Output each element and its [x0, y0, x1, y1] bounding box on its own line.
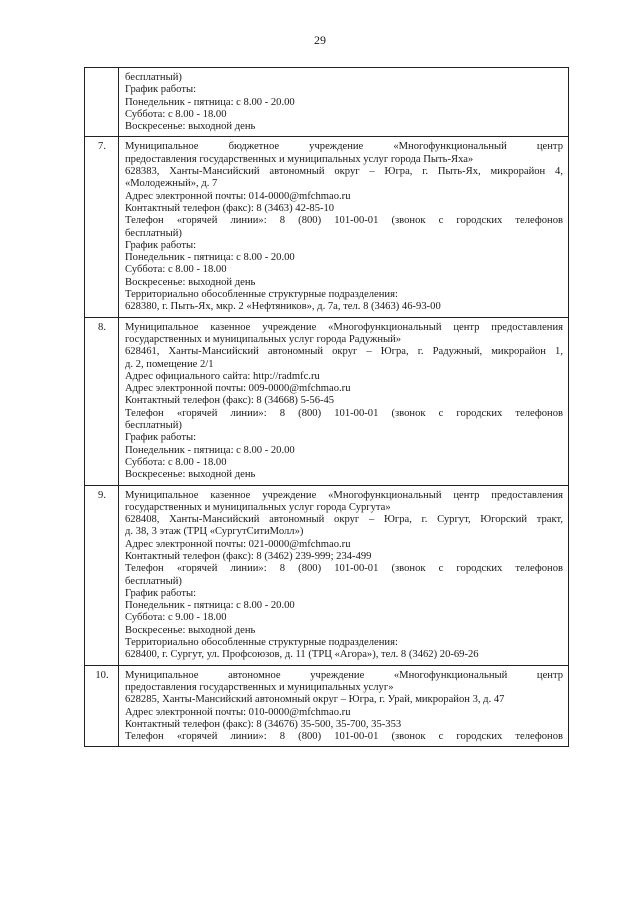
mfc-registry-table [84, 67, 569, 747]
text-line: бесплатный) [125, 575, 182, 587]
text-line: Понедельник - пятница: с 8.00 - 20.00 [125, 444, 295, 456]
row-number: 9. [85, 485, 119, 665]
text-line: Адрес электронной почты: 021-0000@mfchmao.ru [125, 538, 351, 550]
text-line: Понедельник - пятница: с 8.00 - 20.00 [125, 600, 295, 612]
text-line: График работы: [125, 239, 197, 251]
text-line: государственных и муниципальных услуг города Сургута» [125, 501, 391, 513]
text-line: График работы: [125, 84, 197, 96]
text-line: Понедельник - пятница: с 8.00 - 20.00 [125, 96, 295, 108]
text-line: предоставления государственных и муниципальных услуг города Пыть-Яха» [125, 153, 474, 165]
row-number: 10. [85, 665, 119, 747]
text-line: Телефон «горячей линии»: 8 (800) 101-00-01 (звонок с городских телефонов [125, 407, 563, 419]
text-line: Контактный телефон (факс): 8 (34676) 35-500, 35-700, 35-353 [125, 718, 402, 730]
row-content [119, 485, 569, 665]
table-row [85, 317, 569, 485]
text-line: 628383, Ханты-Мансийский автономный округ – Югра, г. Пыть-Ях, микрорайон 4, [125, 166, 563, 178]
text-line: Адрес электронной почты: 010-0000@mfchmao.ru [125, 706, 351, 718]
text-line: Адрес электронной почты: 009-0000@mfchmao.ru [125, 383, 351, 395]
text-line: бесплатный) [125, 227, 182, 239]
text-line: государственных и муниципальных услуг города Радужный» [125, 333, 402, 345]
text-line: д. 2, помещение 2/1 [125, 358, 214, 370]
text-line: Муниципальное казенное учреждение «Многофункциональный центр предоставления [125, 489, 563, 501]
text-line: Воскресенье: выходной день [125, 624, 256, 636]
text-line: «Молодежный», д. 7 [125, 178, 218, 190]
row-number: 8. [85, 317, 119, 485]
row-number [85, 68, 119, 137]
text-line: Муниципальное бюджетное учреждение «Многофункциональный центр [125, 141, 563, 153]
text-line: Контактный телефон (факс): 8 (3462) 239-999; 234-499 [125, 550, 372, 562]
text-line: Телефон «горячей линии»: 8 (800) 101-00-01 (звонок с городских телефонов [125, 731, 563, 743]
text-line: Контактный телефон (факс): 8 (34668) 5-56-45 [125, 395, 335, 407]
text-line: 628408, Ханты-Мансийский автономный округ – Югра, г. Сургут, Югорский тракт, [125, 514, 563, 526]
text-line: Муниципальное казенное учреждение «Многофункциональный центр предоставления [125, 321, 563, 333]
page-number: 29 [314, 33, 326, 47]
text-line: Территориально обособленные структурные подразделения: [125, 289, 398, 301]
text-line: Контактный телефон (факс): 8 (3463) 42-85-10 [125, 202, 335, 214]
row-content [119, 137, 569, 317]
row-content [119, 68, 569, 137]
table-row [85, 68, 569, 137]
table-row [85, 137, 569, 317]
text-line: Понедельник - пятница: с 8.00 - 20.00 [125, 252, 295, 264]
text-line: Воскресенье: выходной день [125, 469, 256, 481]
text-line: Телефон «горячей линии»: 8 (800) 101-00-01 (звонок с городских телефонов [125, 563, 563, 575]
text-line: Воскресенье: выходной день [125, 276, 256, 288]
text-line: 628461, Ханты-Мансийский автономный округ – Югра, г. Радужный, микрорайон 1, [125, 346, 563, 358]
text-line: Муниципальное автономное учреждение «Многофункциональный центр [125, 669, 563, 681]
text-line: График работы: [125, 432, 197, 444]
text-line: 628400, г. Сургут, ул. Профсоюзов, д. 11 (ТРЦ «Агора»), тел. 8 (3462) 20-69-26 [125, 649, 479, 661]
text-line: Телефон «горячей линии»: 8 (800) 101-00-01 (звонок с городских телефонов [125, 215, 563, 227]
text-line: Адрес электронной почты: 014-0000@mfchmao.ru [125, 190, 351, 202]
text-line: д. 38, 3 этаж (ТРЦ «СургутСитиМолл») [125, 526, 304, 538]
row-number: 7. [85, 137, 119, 317]
text-line: 628285, Ханты-Мансийский автономный округ – Югра, г. Урай, микрорайон 3, д. 47 [125, 694, 505, 706]
text-line: Воскресенье: выходной день [125, 121, 256, 133]
text-line: Суббота: с 8.00 - 18.00 [125, 456, 227, 468]
table-row [85, 485, 569, 665]
text-line: Суббота: с 8.00 - 18.00 [125, 264, 227, 276]
text-line: бесплатный) [125, 420, 182, 432]
text-line: бесплатный) [125, 72, 182, 83]
text-line: Суббота: с 9.00 - 18.00 [125, 612, 227, 624]
text-line: предоставления государственных и муниципальных услуг» [125, 681, 394, 693]
text-line: 628380, г. Пыть-Ях, мкр. 2 «Нефтяников», д. 7а, тел. 8 (3463) 46-93-00 [125, 301, 441, 313]
text-line: Адрес официального сайта: http://radmfc.ru [125, 370, 320, 382]
row-content [119, 665, 569, 747]
text-line: Суббота: с 8.00 - 18.00 [125, 108, 227, 120]
text-line: График работы: [125, 587, 197, 599]
text-line: Территориально обособленные структурные подразделения: [125, 637, 398, 649]
table-row [85, 665, 569, 747]
row-content [119, 317, 569, 485]
